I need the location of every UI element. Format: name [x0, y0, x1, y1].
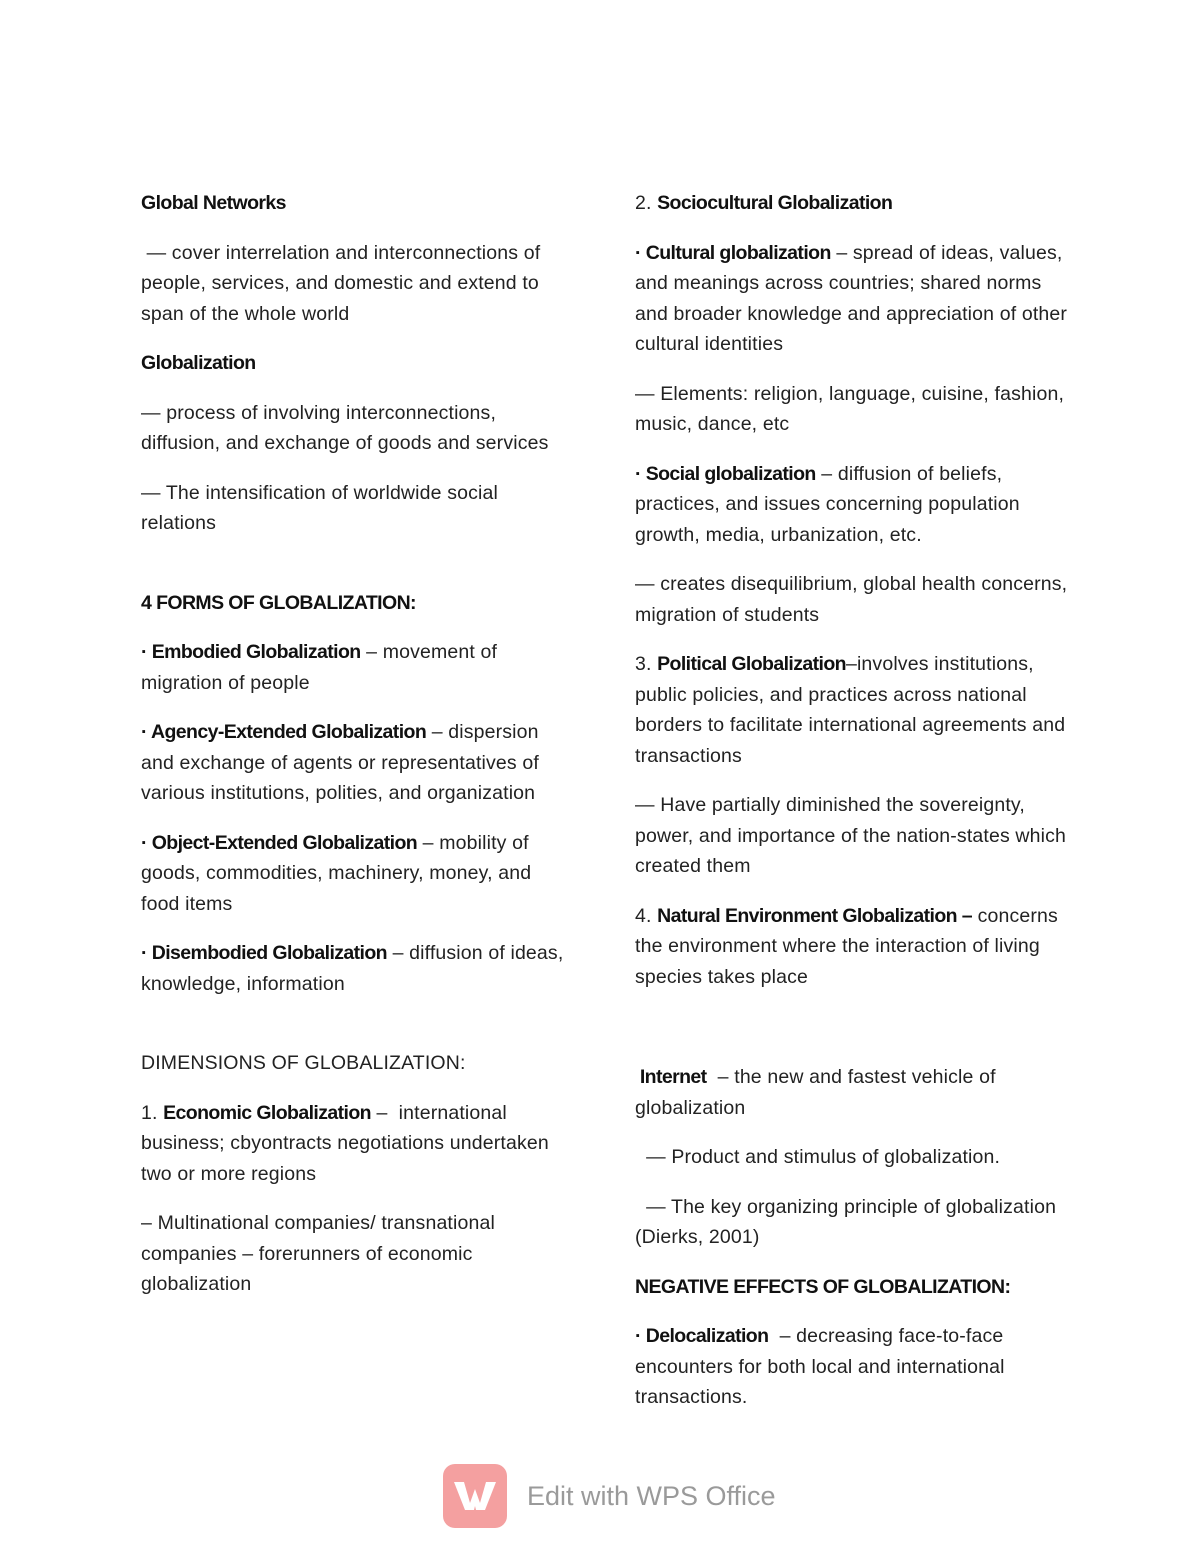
form-desc: – mobility of goods, commodities, machinery, money, and food items — [141, 831, 532, 915]
economic-note: – Multinational companies/ transnational companies – forerunners of economic globalization — [141, 1212, 495, 1295]
form-term: Agency-Extended Globalization — [151, 721, 427, 743]
social-desc: – diffusion of beliefs, practices, and issues concerning population growth, media, urbanization, etc. — [635, 462, 1020, 546]
form-term: Object-Extended Globalization — [151, 831, 418, 854]
form-desc: – movement of migration of people — [141, 641, 498, 694]
political-num: 3. — [635, 653, 658, 675]
cultural-elements: — Elements: religion, language, cuisine, fashion, music, dance, etc — [635, 382, 1065, 435]
wps-watermark-text: Edit with WPS Office — [527, 1480, 776, 1511]
form-item-agency-extended — [141, 717, 571, 809]
negative-effects-title: NEGATIVE EFFECTS OF GLOBALIZATION: — [635, 1275, 1011, 1298]
form-item-object-extended — [141, 828, 571, 920]
social-globalization — [635, 459, 1070, 551]
form-term: Embodied Globalization — [151, 641, 361, 663]
globalization-definition-2: — The intensification of worldwide social relations — [141, 481, 498, 534]
internet-desc: – the new and fastest vehicle of globalization — [635, 1066, 1002, 1119]
wps-w-icon — [452, 1479, 498, 1513]
left-column — [141, 188, 571, 1319]
internet-note-2: — The key organizing principle of globalization (Dierks, 2001) — [635, 1195, 1062, 1248]
political-desc: –involves institutions, public policies, and practices across national borders to facilitate international agreements and transactions — [635, 653, 1066, 767]
social-note: — creates disequilibrium, global health concerns, migration of students — [635, 573, 1068, 626]
political-globalization — [635, 649, 1070, 771]
form-item-embodied — [141, 637, 571, 698]
economic-globalization — [141, 1098, 571, 1190]
wps-logo-icon — [443, 1464, 507, 1528]
social-term: · Social globalization — [635, 462, 816, 485]
cultural-globalization — [635, 238, 1070, 360]
economic-num: 1. — [141, 1101, 164, 1124]
natural-desc: concerns the environment where the interaction of living species takes place — [635, 904, 1058, 988]
global-networks-definition: — cover interrelation and interconnections of people, services, and domestic and extend to span of the whole world — [141, 241, 546, 325]
sociocultural-term: Sociocultural Globalization — [657, 192, 893, 214]
delocalization-desc: – decreasing face-to-face encounters for both local and international transactions. — [635, 1325, 1011, 1408]
internet-note-1: — Product and stimulus of globalization. — [635, 1146, 1001, 1168]
natural-term: Natural Environment Globalization – — [657, 904, 973, 927]
form-desc: – diffusion of ideas, knowledge, information — [141, 942, 564, 995]
right-column — [635, 188, 1070, 1432]
cultural-desc: – spread of ideas, values, and meanings across countries; shared norms and broader knowledge and appreciation of other cultural identities — [635, 241, 1068, 355]
form-bullet: · — [141, 721, 151, 743]
globalization-definition-1: — process of involving interconnections, diffusion, and exchange of goods and services — [141, 401, 549, 454]
wps-watermark — [443, 1464, 776, 1528]
form-desc: – dispersion and exchange of agents or representatives of various institutions, polities, and organization — [141, 721, 539, 804]
economic-term: Economic Globalization — [163, 1101, 371, 1124]
internet-definition — [635, 1062, 1070, 1123]
delocalization-term: · Delocalization — [635, 1325, 769, 1347]
dimensions-title: DIMENSIONS OF GLOBALIZATION: — [141, 1052, 466, 1074]
internet-term: Internet — [635, 1066, 707, 1088]
delocalization — [635, 1321, 1070, 1413]
natural-environment-globalization — [635, 901, 1070, 993]
form-term: Disembodied Globalization — [151, 942, 387, 964]
global-networks-title: Global Networks — [141, 192, 286, 214]
form-bullet: · — [141, 831, 152, 854]
globalization-title: Globalization — [141, 352, 256, 374]
political-note: — Have partially diminished the sovereignty, power, and importance of the nation-states which created them — [635, 794, 1067, 877]
form-bullet: · — [141, 942, 152, 964]
form-bullet: · — [141, 641, 152, 663]
sociocultural-title — [635, 188, 1070, 219]
forms-title: 4 FORMS OF GLOBALIZATION: — [141, 591, 416, 614]
political-term: Political Globalization — [657, 653, 846, 675]
economic-desc: – international business; cbyontracts negotiations undertaken two or more regions — [141, 1101, 560, 1185]
natural-num: 4. — [635, 904, 658, 927]
form-item-disembodied — [141, 938, 571, 999]
sociocultural-num: 2. — [635, 192, 658, 214]
cultural-term: · Cultural globalization — [635, 241, 831, 264]
